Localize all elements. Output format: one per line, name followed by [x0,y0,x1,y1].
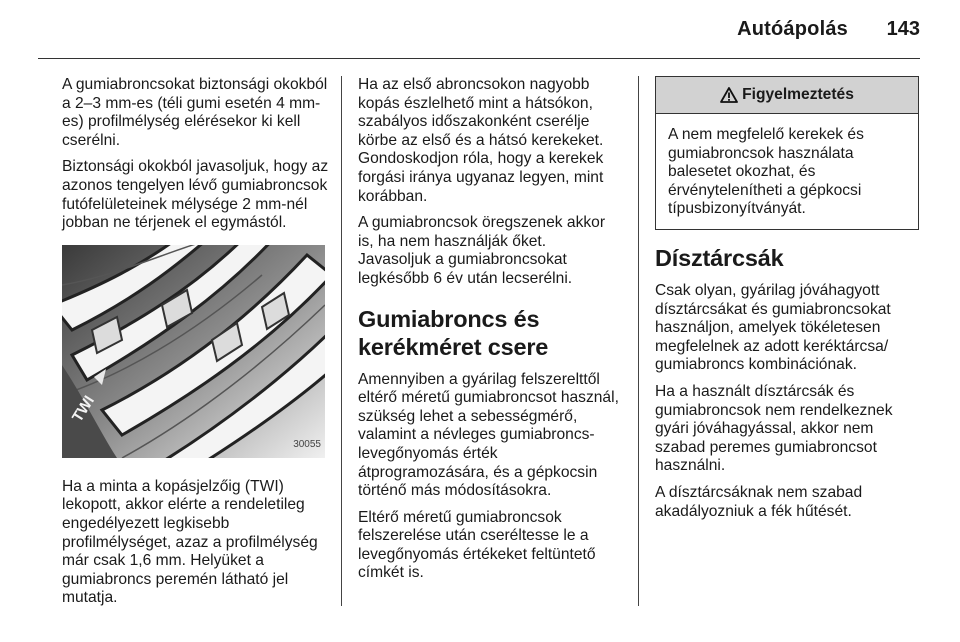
column-divider-2 [638,76,639,606]
heading-wheel-covers: Dísztárcsák [655,244,784,271]
column-divider-1 [341,76,342,606]
warning-box [655,76,919,230]
paragraph-tire-aging: A gumiabroncsok öregszenek akkor is, ha nem használják őket. Javasoljuk a gumiabroncsokat legkésőbb 6 év után lecserélni. [358,214,606,287]
paragraph-pressure-label: Eltérő méretű gumiabroncsok felszerelése után cseréltesse le a levegőnyomás értékeket feltüntető címkét is. [358,508,596,582]
twi-label: TWI [68,392,98,425]
column-2 [358,76,620,591]
tire-tread-figure [62,245,325,458]
paragraph-tire-replacement: A gumiabroncsokat biztonsági okokból a 2–3 mm-es (téli gumi esetén 4 mm-es) profilmélység elérésekor ki kell cserélni. [62,76,328,149]
paragraph-brake-cooling: A dísztárcsáknak nem szabad akadályozniuk a fék hűtését. [655,483,863,520]
paragraph-tread-depth-difference: Biztonsági okokból javasoljuk, hogy az azonos tengelyen lévő gumiabroncsok futófelületeinek mélysége 2 mm-nél jobban ne térjenek el egymástól. [62,158,329,232]
page-header [0,0,960,58]
paragraph-approved-covers: Csak olyan, gyárilag jóváhagyott dísztárcsákat és gumiabroncsokat használjon, amelyek tökéletesen megfelelnek az adott keréktárcsa/ gumiabroncs kombinációnak. [655,281,891,374]
column-1 [62,76,330,616]
paragraph-different-size: Amennyiben a gyárilag felszerelttől eltérő méretű gumiabroncsot használ, szükség lehet a sebességmérő, valamint a névleges gumiabroncs-levegőnyomás érték átprogramozására, és a gépkocsin történő más módosításokra. [358,370,619,500]
column-3 [655,76,923,529]
chapter-title: Autóápolás [737,18,848,40]
warning-title: Figyelmeztetés [742,85,854,103]
page-number: 143 [886,18,920,40]
warning-header [656,77,918,114]
paragraph-unapproved-covers: Ha a használt dísztárcsák és gumiabroncsok nem rendelkeznek gyári jóváhagyással, akkor nem szabad peremes gumiabroncsot használni. [655,382,893,475]
warning-triangle-icon [720,87,738,103]
warning-text: A nem megfelelő kerekek és gumiabroncsok használata balesetet okozhat, és érvénytelenítheti a gépkocsi típusbizonyítványát. [668,126,864,218]
heading-tire-size-change: Gumiabroncs és kerékméret csere [358,305,549,360]
paragraph-wheel-rotation: Ha az első abroncsokon nagyobb kopás észlelhető mint a hátsókon, szabályos időszakonként cserélje körbe az első és a hátsó kerekeket. Gondoskodjon róla, hogy a kerekek forgási iránya ugyanaz legyen, mint korábban. [358,76,604,205]
figure-number: 30055 [293,439,321,451]
paragraph-twi-indicator: Ha a minta a kopásjelzőig (TWI) lekopott, akkor elérte a rendeletileg engedélyezett legkisebb profilmélységet, azaz a profilmélység már csak 1,6 mm. Helyüket a gumiabroncs peremén látható jel mutatja. [62,477,318,607]
header-divider [38,58,920,59]
tire-tread-illustration [62,245,325,458]
